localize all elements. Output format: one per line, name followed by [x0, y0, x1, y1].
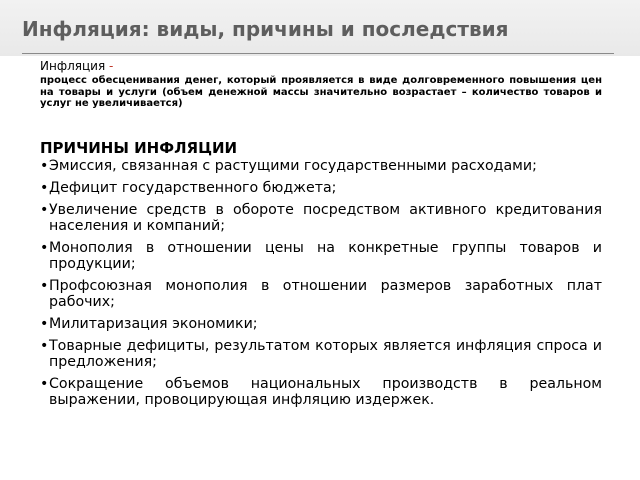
list-item-text: Профсоюзная монополия в отношении размеров заработных плат рабочих; [49, 277, 602, 310]
causes-heading: ПРИЧИНЫ ИНФЛЯЦИИ [40, 138, 238, 157]
title-band [0, 0, 640, 56]
list-item-text: Милитаризация экономики; [49, 315, 258, 332]
bullet-icon: • [40, 157, 49, 174]
definition-dash: - [108, 59, 114, 73]
list-item [40, 338, 602, 370]
list-item [40, 278, 602, 310]
list-item-text: Дефицит государственного бюджета; [49, 179, 337, 196]
list-item-text: Товарные дефициты, результатом которых является инфляция спроса и предложения; [49, 337, 602, 370]
bullet-icon: • [40, 239, 49, 256]
list-item [40, 202, 602, 234]
definition-heading [40, 58, 602, 74]
bullet-icon: • [40, 315, 49, 332]
list-item-text: Монополия в отношении цены на конкретные группы товаров и продукции; [49, 239, 602, 272]
list-item [40, 158, 602, 174]
definition-text: процесс обесценивания денег, который проявляется в виде долговременного повышения цен на товары и услуги (объем денежной массы значительно возрастает – количество товаров и услуг не увеличивается) [40, 75, 602, 109]
list-item [40, 240, 602, 272]
slide-content [40, 58, 602, 414]
bullet-icon: • [40, 277, 49, 294]
list-item-text: Увеличение средств в обороте посредством активного кредитования населения и компаний; [49, 201, 602, 234]
list-item [40, 316, 602, 332]
definition-term: Инфляция [40, 59, 106, 73]
bullet-icon: • [40, 337, 49, 354]
slide-title: Инфляция: виды, причины и последствия [22, 17, 509, 41]
causes-list [40, 158, 602, 408]
list-item-text: Сокращение объемов национальных производств в реальном выражении, провоцирующая инфляцию издержек. [49, 375, 602, 408]
bullet-icon: • [40, 201, 49, 218]
list-item [40, 180, 602, 196]
list-item-text: Эмиссия, связанная с растущими государственными расходами; [49, 157, 537, 174]
bullet-icon: • [40, 375, 49, 392]
list-item [40, 376, 602, 408]
title-divider [22, 53, 614, 54]
bullet-icon: • [40, 179, 49, 196]
